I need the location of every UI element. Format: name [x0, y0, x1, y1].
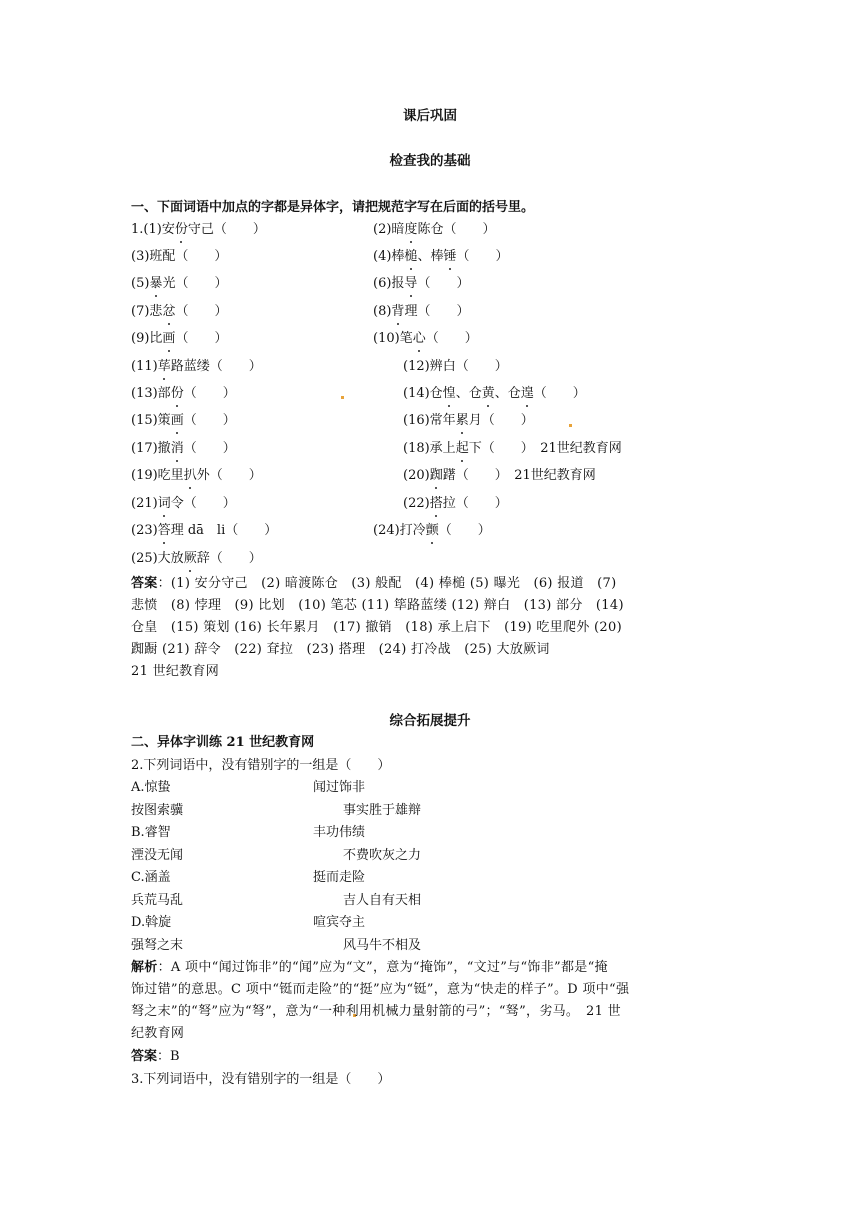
item-text: (19)吃里: [131, 468, 184, 483]
word-item: [131, 466, 262, 486]
item-text: 路蓝缕（ ）: [170, 359, 262, 374]
item-text: 、仓: [494, 386, 521, 401]
dotted-character: 锤: [443, 247, 456, 267]
word-item: [373, 302, 469, 322]
option-word: 挺而走险: [313, 870, 366, 885]
item-text: (8): [373, 304, 392, 319]
word-item: [131, 411, 236, 431]
dotted-character: 消: [171, 439, 184, 459]
item-text: （ ）: [438, 523, 491, 538]
analysis-block: [131, 957, 731, 1045]
item-text: （ ）: [183, 413, 236, 428]
word-item: [403, 411, 534, 431]
option-word: 强弩之末: [131, 937, 184, 953]
answer1-line: 悲愤 (8) 悖理 (9) 比划 (10) 笔芯 (11) 筚路蓝缕 (12) 辩白 (13) 部分 (14): [131, 598, 624, 613]
item-text: (6)报: [373, 276, 405, 291]
dotted-character: 背: [391, 302, 404, 322]
dotted-character: 导: [404, 274, 417, 294]
word-item: [373, 274, 469, 294]
stray-mark: [569, 424, 572, 427]
dotted-character: 词: [158, 494, 171, 514]
dotted-character: 惶: [443, 384, 456, 404]
item-text: (16)常年: [403, 413, 456, 428]
item-text: 陈仓（ ）: [417, 222, 496, 237]
word-item: [403, 384, 586, 404]
word-item: [131, 247, 227, 267]
analysis-line: 纪教育网: [131, 1026, 185, 1041]
option-word: A.惊蛰: [131, 780, 171, 795]
stray-mark: [341, 396, 344, 399]
dotted-character: 起: [456, 439, 469, 459]
answer2: [131, 1047, 180, 1067]
item-text: 、棒: [417, 249, 444, 264]
answer1-line: ：(1) 安分守己 (2) 暗渡陈仓 (3) 般配 (4) 棒槌 (5) 曝光 (6) 报道 (7): [157, 576, 617, 591]
item-text: 月（ ）: [468, 413, 534, 428]
item-text: 拉（ ）: [442, 496, 508, 511]
item-text: (9)比: [131, 331, 163, 346]
item-text: (17)撤: [131, 441, 171, 456]
item-text: (12)辨: [403, 359, 443, 374]
item-text: 、仓: [455, 386, 482, 401]
item-text: (13)部: [131, 386, 171, 401]
item-text: (5): [131, 276, 150, 291]
word-item: [131, 549, 262, 569]
word-item: [373, 220, 495, 240]
dotted-character: 荜: [158, 357, 171, 377]
item-text: 下（ ） 21世纪教育网: [468, 441, 622, 456]
item-text: （ ）: [183, 386, 236, 401]
item-text: (22): [403, 496, 430, 511]
option-word: 兵荒马乱: [131, 892, 184, 908]
page-title: 课后巩固: [403, 108, 457, 124]
dotted-character: 份: [175, 220, 188, 240]
item-text: 光（ ）: [162, 276, 228, 291]
word-item: [403, 439, 622, 459]
question2-heading: 二、异体字训练 21 世纪教育网: [131, 735, 315, 750]
dotted-character: 画: [171, 411, 184, 431]
option-word: D.斡旋: [131, 915, 172, 930]
option-word: 闻过饰非: [313, 780, 366, 795]
option-word: 不费吹灰之力: [343, 847, 422, 863]
dotted-character: 画: [162, 329, 175, 349]
word-item: [131, 439, 236, 459]
item-text: （ ）: [425, 331, 478, 346]
item-text: (10)笔: [373, 331, 413, 346]
word-item: [131, 329, 227, 349]
item-text: (4)棒: [373, 249, 405, 264]
item-text: (23): [131, 523, 158, 538]
item-text: (7)悲: [131, 304, 163, 319]
dotted-character: 踟: [430, 466, 443, 486]
word-item: [403, 466, 596, 486]
word-item: [131, 521, 277, 541]
item-text: （ ）: [183, 441, 236, 456]
item-text: （ ）: [417, 276, 470, 291]
analysis-label: 解析: [131, 960, 158, 975]
item-text: (20): [403, 468, 430, 483]
question2-text: 2.下列词语中，没有错别字的一组是（ ）: [131, 758, 391, 773]
answer1-line: 仓皇 (15) 策划 (16) 长年累月 (17) 撤销 (18) 承上启下 (19) 吃里爬外 (20): [131, 620, 622, 635]
answer1-line: 21 世纪教育网: [131, 664, 220, 679]
answer2-label: 答案: [131, 1049, 158, 1064]
item-text: 白（ ）: [442, 359, 508, 374]
dotted-character: 忿: [162, 302, 175, 322]
dotted-character: 遑: [521, 384, 534, 404]
answer1-label: 答案: [131, 576, 158, 591]
item-text: 外（ ）: [196, 468, 262, 483]
option-word: 吉人自有天相: [343, 892, 422, 908]
dotted-character: 厥: [184, 549, 197, 569]
item-text: 守己（ ）: [187, 222, 266, 237]
analysis-line: 弩之末”的“弩”应为“弩”，意为“一种利用机械力量射箭的弓”；“驽”，劣马。 21 世: [131, 1004, 621, 1019]
item-text: (24)打冷: [373, 523, 426, 538]
word-item: [403, 494, 508, 514]
analysis-line: ：A 项中“闻过饰非”的“闻”应为“文”，意为“掩饰”，“文过”与“饰非”都是“掩: [157, 960, 608, 975]
item-text: 配（ ）: [162, 249, 228, 264]
item-text: (21): [131, 496, 158, 511]
dotted-character: 槌: [404, 247, 417, 267]
item-text: （ ）: [175, 304, 228, 319]
word-item: [373, 329, 478, 349]
item-text: (25)大放: [131, 551, 184, 566]
word-item: [131, 274, 227, 294]
option-word: 风马牛不相及: [343, 937, 422, 953]
question3-text: 3.下列词语中，没有错别字的一组是（ ）: [131, 1072, 391, 1087]
dotted-character: 度: [404, 220, 417, 240]
item-text: (2)暗: [373, 222, 405, 237]
dotted-character: 答: [158, 521, 171, 541]
dotted-character: 累: [456, 411, 469, 431]
dotted-character: 心: [413, 329, 426, 349]
section-title-basics: 检查我的基础: [389, 153, 471, 169]
dotted-character: 暴: [149, 274, 162, 294]
dotted-character: 扒: [184, 466, 197, 486]
analysis-line: 饰过错”的意思。C 项中“铤而走险”的“挺”应为“铤”，意为“快走的样子”。D 项中“强: [131, 982, 630, 997]
word-item: [131, 494, 236, 514]
question1-instruction: 一、下面词语中加点的字都是异体字，请把规范字写在后面的括号里。: [131, 200, 535, 215]
word-item: [131, 384, 236, 404]
word-item: [131, 357, 262, 377]
item-text: 理（ ）: [404, 304, 470, 319]
answer1-block: [131, 573, 731, 683]
dotted-character: 搭: [430, 494, 443, 514]
item-text: （ ）: [175, 331, 228, 346]
answer2-value: ：B: [157, 1049, 180, 1064]
item-text: (3)班: [131, 249, 163, 264]
option-word: 丰功伟绩: [313, 825, 366, 840]
dotted-character: 黄: [482, 384, 495, 404]
word-item: [373, 247, 508, 267]
item-text: 躇（ ） 21世纪教育网: [442, 468, 596, 483]
answer1-line: 踟蹰 (21) 辞令 (22) 耷拉 (23) 搭理 (24) 打冷战 (25) 大放厥词: [131, 642, 550, 657]
item-text: (11): [131, 359, 158, 374]
item-text: 1.(1)安: [131, 222, 175, 237]
word-item: [373, 521, 491, 541]
item-text: 理 dā li（ ）: [170, 523, 278, 538]
dotted-character: 颤: [426, 521, 439, 541]
option-word: 事实胜于雄辩: [343, 802, 422, 818]
item-text: (18)承上: [403, 441, 456, 456]
item-text: (14)仓: [403, 386, 443, 401]
item-text: （ ）: [533, 386, 586, 401]
option-word: B.睿智: [131, 825, 171, 840]
option-word: 按图索骥: [131, 802, 184, 818]
item-text: (15)策: [131, 413, 171, 428]
word-item: [131, 220, 266, 240]
word-item: [403, 357, 508, 377]
item-text: （ ）: [456, 249, 509, 264]
item-text: 令（ ）: [170, 496, 236, 511]
item-text: 辞（ ）: [196, 551, 262, 566]
option-word: 喧宾夺主: [313, 915, 366, 930]
word-item: [131, 302, 227, 322]
dotted-character: 份: [171, 384, 184, 404]
option-word: C.涵盖: [131, 870, 171, 885]
option-word: 湮没无闻: [131, 847, 184, 863]
section-title-extension: 综合拓展提升: [389, 713, 471, 729]
